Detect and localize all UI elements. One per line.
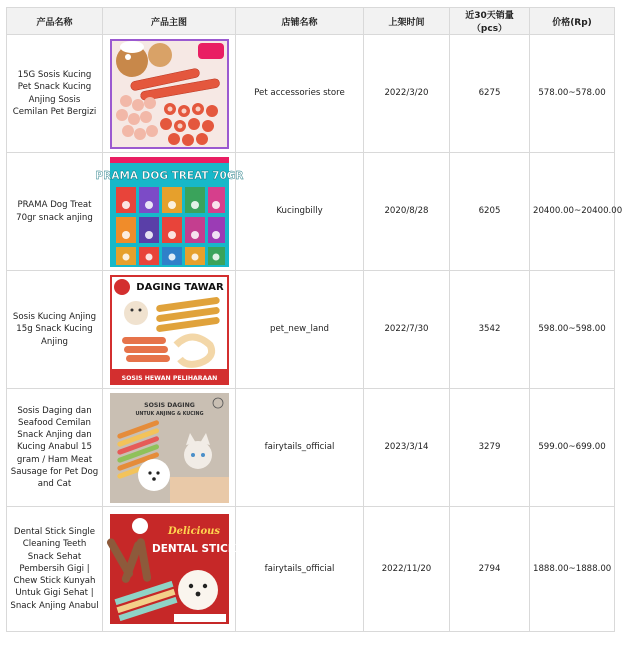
image-subcaption: DENTAL STICK [151,543,236,555]
product-image[interactable] [110,393,229,503]
table-row [7,507,615,632]
price-cell: 598.00~598.00 [530,271,615,389]
product-image-cell [103,507,236,632]
image-caption: PRAMA DOG TREAT 70GR [95,169,243,182]
header-sales-30d: 近30天销量（pcs） [450,8,530,35]
product-image-cell [103,389,236,507]
listed-date-cell: 2020/8/28 [364,153,450,271]
header-price: 价格(Rp) [530,8,615,35]
store-name-cell: fairytails_official [236,389,364,507]
header-product-image: 产品主图 [103,8,236,35]
sales-cell: 2794 [450,507,530,632]
product-image[interactable] [110,514,236,624]
table-row [7,271,615,389]
table-row [7,389,615,507]
image-subcaption: UNTUK ANJING & KUCING [134,411,204,417]
product-name-cell: Sosis Kucing Anjing 15g Snack Kucing Anjing [7,271,103,389]
price-cell: 599.00~699.00 [530,389,615,507]
product-image[interactable] [110,275,229,385]
price-cell: 578.00~578.00 [530,35,615,153]
product-name-cell: Dental Stick Single Cleaning Teeth Snack Sehat Pembersih Gigi | Chew Stick Kunyah Untuk Gigi Sehat | Snack Anjing Anabul [7,507,103,632]
product-name-cell: PRAMA Dog Treat 70gr snack anjing [7,153,103,271]
image-caption: Delicious [167,526,220,537]
header-listed-date: 上架时间 [364,8,450,35]
product-image-cell [103,35,236,153]
price-cell: 20400.00~20400.00 [530,153,615,271]
sales-cell: 6205 [450,153,530,271]
listed-date-cell: 2022/11/20 [364,507,450,632]
product-name-cell: Sosis Daging dan Seafood Cemilan Snack Anjing dan Kucing Anabul 15 gram / Ham Meat Sausage for Pet Dog and Cat [7,389,103,507]
store-name-cell: Pet accessories store [236,35,364,153]
product-image[interactable] [110,39,229,149]
image-subcaption: SOSIS HEWAN PELIHARAAN [121,374,217,382]
store-name-cell: fairytails_official [236,507,364,632]
header-product-name: 产品名称 [7,8,103,35]
price-cell: 1888.00~1888.00 [530,507,615,632]
table-row [7,153,615,271]
sales-cell: 3279 [450,389,530,507]
listed-date-cell: 2022/3/20 [364,35,450,153]
product-name-cell: 15G Sosis Kucing Pet Snack Kucing Anjing Sosis Cemilan Pet Bergizi [7,35,103,153]
store-name-cell: pet_new_land [236,271,364,389]
store-name-cell: Kucingbilly [236,153,364,271]
sales-cell: 3542 [450,271,530,389]
product-image-cell [95,153,243,271]
image-caption: DAGING TAWAR [135,281,224,293]
image-caption: SOSIS DAGING [143,401,195,409]
sales-cell: 6275 [450,35,530,153]
listed-date-cell: 2022/7/30 [364,271,450,389]
listed-date-cell: 2023/3/14 [364,389,450,507]
product-image[interactable] [95,157,243,267]
header-row [7,8,615,35]
product-image-cell [103,271,236,389]
header-store-name: 店铺名称 [236,8,364,35]
product-table [6,7,622,632]
table-row [7,35,615,153]
